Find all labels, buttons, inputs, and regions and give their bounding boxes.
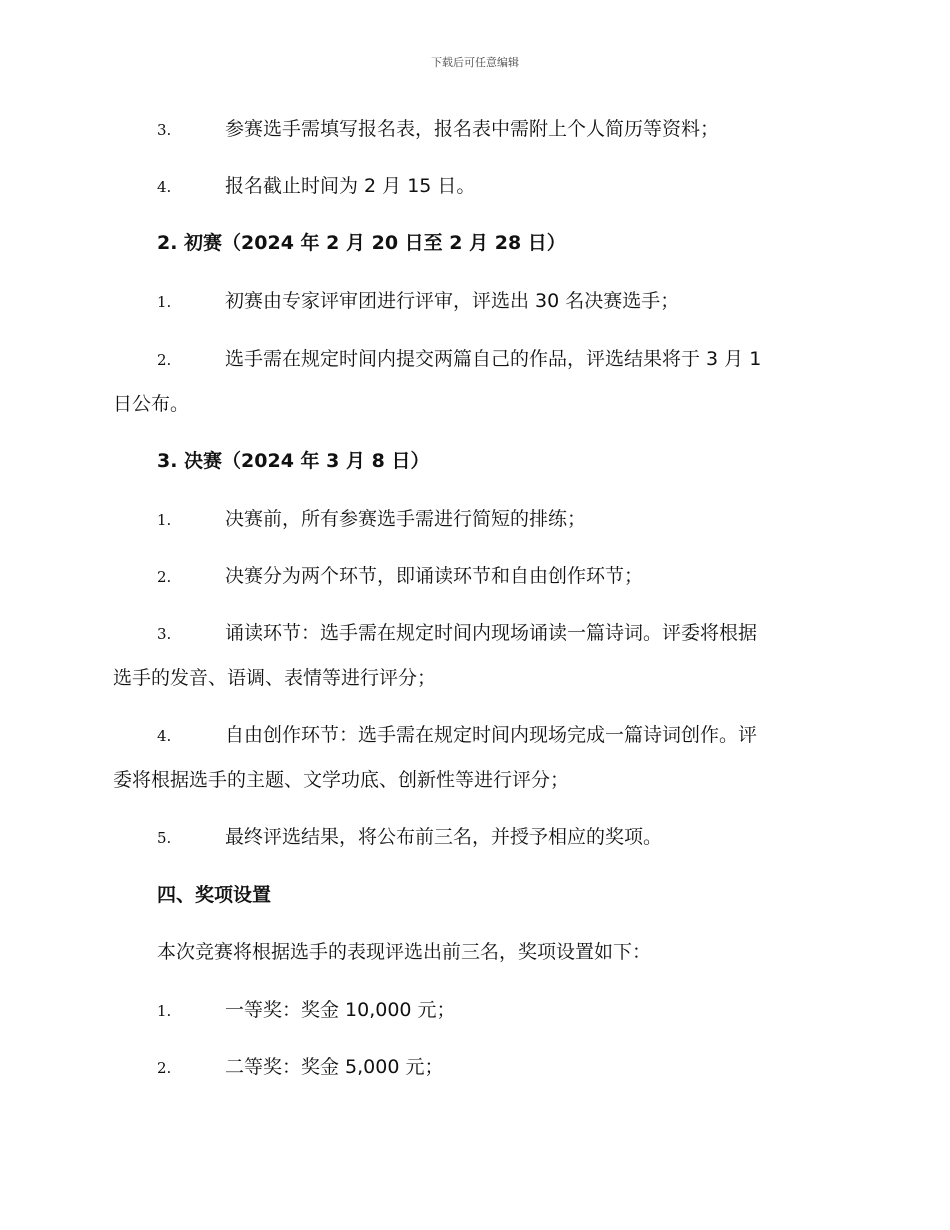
item-text: 决赛前，所有参赛选手需进行简短的排练； xyxy=(225,508,587,530)
item-number: 4. xyxy=(157,727,172,745)
item-text: 最终评选结果，将公布前三名，并授予相应的奖项。 xyxy=(225,826,663,848)
item-number: 3. xyxy=(157,121,172,139)
item-text: 报名截止时间为 2 月 15 日。 xyxy=(225,175,476,197)
item-number: 1. xyxy=(157,511,172,529)
item-text: 二等奖：奖金 5,000 元； xyxy=(225,1056,444,1078)
document-page: 下载后可任意编辑 3. 参赛选手需填写报名表，报名表中需附上个人简历等资料； 4. 报名截止时间为 2 月 15 日。 2. 初赛（2024 年 2 月 20 日至 2 月 28 日） 1. 初赛由专家评审团进行评审，评选出 30 名决赛选手； 2. 选手需在规定时间内提交两篇自己的作品，评选结果将于 3 月 1 日公布。 3. 决赛（2024 年 3 月 8 日） 1. 决赛前，所有参赛选手需进行简短的排练； 2. 决赛分为两个环节，即诵读环节和自由创作环节； 3. 诵读环节：选手需在规定时间内现场诵读一篇诗词。评委将根据 选手的发音、语调、表情等进行评分； 4. 自由创作环节：选手需在规定时间内现场完成一篇诗词创作。评 委将根据选手的主题、文学功底、创新性等进行评分； 5. 最终评选结果，将公布前三名，并授予相应的奖项。 四、奖项设置 本次竞赛将根据选手的表现评选出前三名，奖项设置如下： 1. 一等奖：奖金 10,000 元； 2. 二等奖：奖金 5,000 元； xyxy=(0,0,950,1230)
item-text: 自由创作环节：选手需在规定时间内现场完成一篇诗词创作。评 xyxy=(225,724,758,746)
item-number: 5. xyxy=(157,829,172,847)
item-number: 4. xyxy=(157,178,172,196)
item-number: 2. xyxy=(157,1059,172,1077)
item-text: 初赛由专家评审团进行评审，评选出 30 名决赛选手； xyxy=(225,290,680,312)
item-number: 3. xyxy=(157,625,172,643)
item-text: 选手需在规定时间内提交两篇自己的作品，评选结果将于 3 月 1 xyxy=(225,348,762,370)
item-text: 一等奖：奖金 10,000 元； xyxy=(225,999,456,1021)
item-number: 2. xyxy=(157,568,172,586)
page-header: 下载后可任意编辑 xyxy=(431,56,519,69)
item-number: 1. xyxy=(157,1002,172,1020)
item-number: 2. xyxy=(157,351,172,369)
item-text: 诵读环节：选手需在规定时间内现场诵读一篇诗词。评委将根据 xyxy=(225,622,758,644)
item-number: 1. xyxy=(157,293,172,311)
item-text: 参赛选手需填写报名表，报名表中需附上个人简历等资料； xyxy=(225,118,720,140)
item-text: 决赛分为两个环节，即诵读环节和自由创作环节； xyxy=(225,565,644,587)
